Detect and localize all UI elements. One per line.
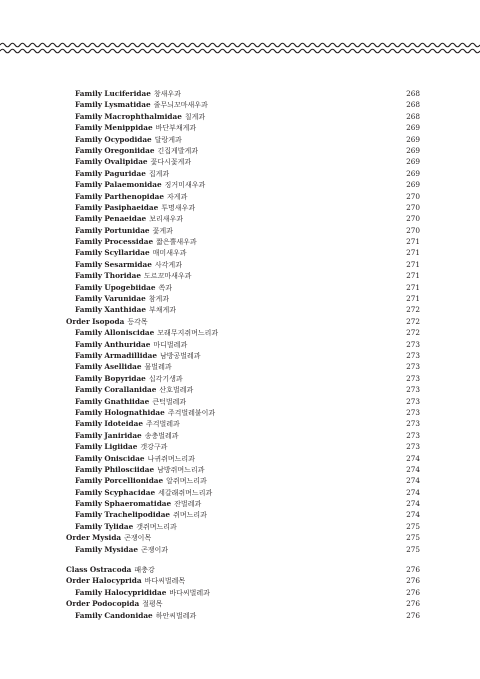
page-number: 268 <box>406 111 420 121</box>
taxon-rank: Family <box>75 191 103 201</box>
taxon-rank: Family <box>75 259 103 269</box>
taxon-rank: Family <box>75 339 103 349</box>
page-number: 270 <box>406 202 420 212</box>
page-number: 276 <box>406 587 420 597</box>
taxon-rank: Family <box>75 464 103 474</box>
taxon-korean-name: 보리새우과 <box>149 215 184 224</box>
taxon-rank: Class <box>66 565 88 575</box>
taxon-latin-name: Anthuridae <box>104 339 151 349</box>
wave-border-decoration <box>0 40 480 56</box>
taxon-korean-name: 갯쥐며느리과 <box>136 522 177 531</box>
taxon-latin-name: Alloniscidae <box>104 328 155 338</box>
taxon-latin-name: Gnathiidae <box>104 396 150 406</box>
taxon-latin-name: Ostracoda <box>89 565 132 575</box>
taxon-latin-name: Ligiidae <box>104 442 138 452</box>
taxon-latin-name: Candonidae <box>104 610 153 620</box>
toc-entry-family <box>64 509 420 520</box>
taxon-rank: Family <box>75 544 103 554</box>
toc-entry-family <box>64 339 420 350</box>
toc-entry-family <box>64 430 420 441</box>
page-number: 272 <box>406 328 420 338</box>
taxon-latin-name: Isopoda <box>92 316 125 326</box>
taxon-korean-name: 긴집게발게과 <box>157 146 199 155</box>
taxon-rank: Family <box>75 396 103 406</box>
toc-entry-family <box>64 168 420 179</box>
taxon-korean-name: 남방쥐며느리과 <box>157 465 205 474</box>
taxon-rank: Family <box>75 328 103 338</box>
toc-entry-family <box>64 396 420 407</box>
page-number: 270 <box>406 225 420 235</box>
taxon-rank: Family <box>75 521 103 531</box>
page-number: 273 <box>406 339 420 349</box>
toc-entry-family <box>64 441 420 452</box>
page-number: 275 <box>406 533 420 543</box>
taxon-korean-name: 세갈래쥐며느리과 <box>158 488 213 497</box>
taxon-rank: Family <box>75 442 103 452</box>
taxon-latin-name: Thoridae <box>104 271 142 281</box>
taxon-rank: Family <box>75 610 103 620</box>
taxon-latin-name: Ocypodidae <box>104 134 152 144</box>
toc-entry-family <box>64 122 420 133</box>
toc-entry-family <box>64 521 420 532</box>
taxon-rank: Family <box>75 237 103 247</box>
page-number: 269 <box>406 157 420 167</box>
taxon-latin-name: Parthenopidae <box>104 191 165 201</box>
page-number: 272 <box>406 305 420 315</box>
taxon-latin-name: Scyllaridae <box>104 248 150 258</box>
page-number: 270 <box>406 191 420 201</box>
taxon-latin-name: Mysidae <box>104 544 139 554</box>
taxon-rank: Family <box>75 407 103 417</box>
taxon-latin-name: Idoteidae <box>104 419 143 429</box>
taxon-latin-name: Macrophthalmidae <box>104 111 182 121</box>
taxon-korean-name: 부채게과 <box>148 306 177 315</box>
taxon-rank: Family <box>75 123 103 133</box>
toc-entry-family <box>64 384 420 395</box>
page-number: 273 <box>406 430 420 440</box>
taxon-korean-name: 꽃다시꽃게과 <box>150 158 192 167</box>
taxon-latin-name: Portunidae <box>104 225 150 235</box>
taxon-korean-name: 물벌레과 <box>144 363 172 372</box>
page-number: 273 <box>406 396 420 406</box>
taxon-rank: Family <box>75 180 103 190</box>
taxon-korean-name: 나귀쥐며느리과 <box>147 454 195 463</box>
taxon-rank: Order <box>66 533 90 543</box>
taxon-rank: Family <box>75 587 103 597</box>
toc-entry-family <box>64 407 420 418</box>
toc-entry-family <box>64 464 420 475</box>
taxon-rank: Family <box>75 487 103 497</box>
taxon-latin-name: Paguridae <box>104 168 146 178</box>
taxon-rank: Family <box>75 294 103 304</box>
page-number: 276 <box>406 565 420 575</box>
toc-entry-family <box>64 282 420 293</box>
taxon-latin-name: Janiridae <box>104 430 142 440</box>
taxon-rank: Family <box>75 145 103 155</box>
taxon-korean-name: 투명새우과 <box>161 203 196 212</box>
page-number: 273 <box>406 407 420 417</box>
toc-entry-family <box>64 487 420 498</box>
toc-entry-family <box>64 361 420 372</box>
taxon-korean-name: 곤쟁이목 <box>124 534 152 543</box>
taxon-rank: Family <box>75 89 103 98</box>
page-number: 269 <box>406 123 420 133</box>
page-number: 274 <box>406 487 420 497</box>
taxon-latin-name: Trachelipodidae <box>104 510 171 520</box>
taxon-latin-name: Armadillidae <box>104 350 157 360</box>
page-number: 268 <box>406 89 420 98</box>
taxon-korean-name: 쥐며느리과 <box>173 511 207 520</box>
taxon-latin-name: Bopyridae <box>104 373 146 383</box>
page-number: 273 <box>406 373 420 383</box>
taxon-rank: Family <box>75 362 103 372</box>
page-number: 271 <box>406 237 420 247</box>
taxon-rank: Family <box>75 214 103 224</box>
toc-entry-family <box>64 99 420 110</box>
toc-entry-family <box>64 350 420 361</box>
toc-entry-family <box>64 453 420 464</box>
taxon-korean-name: 바단부채게과 <box>155 124 197 133</box>
taxon-rank: Family <box>75 157 103 167</box>
taxon-latin-name: Processidae <box>104 237 154 247</box>
taxon-latin-name: Sesarmidae <box>104 259 152 269</box>
taxon-rank: Order <box>66 316 90 326</box>
taxon-korean-name: 짧은뿔새우과 <box>156 238 197 247</box>
taxon-korean-name: 마디벌레과 <box>153 340 188 349</box>
toc-entry-family <box>64 179 420 190</box>
page-number: 269 <box>406 134 420 144</box>
page-number: 276 <box>406 610 420 620</box>
taxon-latin-name: Asellidae <box>104 362 142 372</box>
toc-entry-family <box>64 247 420 258</box>
taxon-korean-name: 갯강구과 <box>140 443 168 452</box>
taxon-rank: Family <box>75 225 103 235</box>
toc-entry-order <box>64 316 420 327</box>
taxon-korean-name: 달랑게과 <box>154 135 182 144</box>
taxon-korean-name: 남방공벌레과 <box>159 351 201 360</box>
taxon-korean-name: 큰턱벌레과 <box>152 397 187 406</box>
taxon-korean-name: 십각기생과 <box>148 374 183 383</box>
toc-entry-family <box>64 270 420 281</box>
toc-entry-class <box>64 564 420 575</box>
taxon-korean-name: 곤쟁이과 <box>141 545 169 554</box>
taxon-korean-name: 바다씨벌레목 <box>144 577 186 586</box>
toc-entry-family <box>64 293 420 304</box>
toc-entry-family <box>64 544 420 555</box>
toc-entry-family <box>64 418 420 429</box>
page-number: 275 <box>406 544 420 554</box>
page-number: 271 <box>406 248 420 258</box>
toc-entry-family <box>64 134 420 145</box>
taxon-rank: Family <box>75 453 103 463</box>
taxon-latin-name: Varunidae <box>104 294 146 304</box>
taxon-rank: Family <box>75 499 103 509</box>
toc-entry-family <box>64 587 420 598</box>
taxon-latin-name: Tylidae <box>104 521 134 531</box>
taxon-rank: Family <box>75 282 103 292</box>
toc-entry-family <box>64 191 420 202</box>
taxon-korean-name: 집게과 <box>148 169 170 178</box>
taxon-korean-name: 징거미새우과 <box>164 181 206 190</box>
page-number: 275 <box>406 521 420 531</box>
page-number: 274 <box>406 464 420 474</box>
taxon-latin-name: Ovalipidae <box>104 157 148 167</box>
taxon-latin-name: Halocyprididae <box>104 587 167 597</box>
toc-entry-order <box>64 598 420 609</box>
page-number: 271 <box>406 282 420 292</box>
taxon-latin-name: Penaeidae <box>104 214 147 224</box>
toc-entry-family <box>64 259 420 270</box>
table-of-contents <box>64 88 420 621</box>
taxon-latin-name: Oregoniidae <box>104 145 155 155</box>
page-number: 276 <box>406 576 420 586</box>
toc-entry-family <box>64 373 420 384</box>
taxon-korean-name: 칠게과 <box>184 112 206 121</box>
taxon-korean-name: 산호벌레과 <box>159 386 194 395</box>
toc-entry-family <box>64 498 420 509</box>
taxon-latin-name: Halocyprida <box>92 576 142 586</box>
page-number: 271 <box>406 294 420 304</box>
taxon-latin-name: Palaemonidae <box>104 180 162 190</box>
page-number: 274 <box>406 510 420 520</box>
taxon-rank: Family <box>75 476 103 486</box>
toc-entry-family <box>64 304 420 315</box>
page-number: 269 <box>406 145 420 155</box>
taxon-latin-name: Xanthidae <box>104 305 146 315</box>
taxon-korean-name: 송충벌레과 <box>144 431 179 440</box>
page-number: 273 <box>406 385 420 395</box>
taxon-korean-name: 주걱벌레과 <box>145 420 180 429</box>
toc-entry-family <box>64 327 420 338</box>
toc-entry-family <box>64 213 420 224</box>
taxon-korean-name: 줄무늬꼬마새우과 <box>153 101 208 110</box>
taxon-rank: Family <box>75 419 103 429</box>
taxon-korean-name: 도르꼬마새우과 <box>144 272 192 281</box>
taxon-latin-name: Corallanidae <box>104 385 157 395</box>
taxon-latin-name: Philosciidae <box>104 464 155 474</box>
taxon-latin-name: Menippidae <box>104 123 153 133</box>
page-number: 270 <box>406 214 420 224</box>
taxon-korean-name: 자게과 <box>167 192 188 201</box>
taxon-korean-name: 참게과 <box>148 295 170 304</box>
page-number: 272 <box>406 316 420 326</box>
taxon-korean-name: 사각게과 <box>154 260 182 269</box>
page-number: 271 <box>406 259 420 269</box>
taxon-latin-name: Pasiphaeidae <box>104 202 159 212</box>
taxon-korean-name: 하안씨벌레과 <box>155 611 197 620</box>
taxon-rank: Family <box>75 385 103 395</box>
taxon-rank: Family <box>75 248 103 258</box>
page-number: 274 <box>406 476 420 486</box>
page-number: 271 <box>406 271 420 281</box>
toc-entry-family <box>64 156 420 167</box>
taxon-rank: Family <box>75 373 103 383</box>
page-number: 273 <box>406 419 420 429</box>
taxon-korean-name: 모래무지쥐며느리과 <box>157 329 219 338</box>
taxon-rank: Family <box>75 111 103 121</box>
taxon-rank: Family <box>75 350 103 360</box>
taxon-latin-name: Scyphacidae <box>104 487 156 497</box>
toc-entry-family <box>64 610 420 621</box>
taxon-korean-name: 절평목 <box>142 600 163 609</box>
taxon-korean-name: 알쥐며느리과 <box>166 477 207 486</box>
taxon-korean-name: 패충강 <box>134 566 155 575</box>
taxon-latin-name: Luciferidae <box>104 89 151 98</box>
taxon-latin-name: Podocopida <box>92 599 140 609</box>
taxon-latin-name: Mysida <box>92 533 122 543</box>
taxon-korean-name: 꽃게과 <box>152 226 173 235</box>
taxon-korean-name: 매미새우과 <box>152 249 187 258</box>
taxon-rank: Order <box>66 599 90 609</box>
taxon-latin-name: Upogebiidae <box>104 282 156 292</box>
taxon-latin-name: Oniscidae <box>104 453 145 463</box>
taxon-korean-name: 등각목 <box>127 317 148 326</box>
page-number: 274 <box>406 453 420 463</box>
taxon-latin-name: Sphaeromatidae <box>104 499 172 509</box>
taxon-rank: Order <box>66 576 90 586</box>
page-number: 268 <box>406 100 420 110</box>
taxon-rank: Family <box>75 134 103 144</box>
taxon-latin-name: Porcellionidae <box>104 476 164 486</box>
toc-entry-family <box>64 225 420 236</box>
page-number: 276 <box>406 599 420 609</box>
taxon-korean-name: 창새우과 <box>153 90 181 98</box>
taxon-rank: Family <box>75 271 103 281</box>
taxon-korean-name: 바다씨벌레과 <box>169 588 210 597</box>
page-number: 274 <box>406 499 420 509</box>
taxon-latin-name: Lysmatidae <box>104 100 151 110</box>
taxon-rank: Family <box>75 168 103 178</box>
taxon-latin-name: Holognathidae <box>104 407 165 417</box>
toc-entry-family <box>64 111 420 122</box>
toc-entry-order <box>64 532 420 543</box>
toc-entry-family <box>64 145 420 156</box>
taxon-rank: Family <box>75 305 103 315</box>
taxon-korean-name: 쏙과 <box>158 283 173 292</box>
toc-entry-order <box>64 575 420 586</box>
page-number: 273 <box>406 362 420 372</box>
page-number: 273 <box>406 350 420 360</box>
page-number: 269 <box>406 180 420 190</box>
taxon-korean-name: 잔벌레과 <box>174 500 202 509</box>
taxon-rank: Family <box>75 202 103 212</box>
taxon-korean-name: 주걱벌레붙이과 <box>167 408 216 417</box>
taxon-rank: Family <box>75 100 103 110</box>
toc-entry-family <box>64 88 420 99</box>
taxon-rank: Family <box>75 430 103 440</box>
page-number: 269 <box>406 168 420 178</box>
toc-entry-family <box>64 236 420 247</box>
taxon-rank: Family <box>75 510 103 520</box>
toc-entry-family <box>64 475 420 486</box>
page-number: 273 <box>406 442 420 452</box>
toc-entry-family <box>64 202 420 213</box>
